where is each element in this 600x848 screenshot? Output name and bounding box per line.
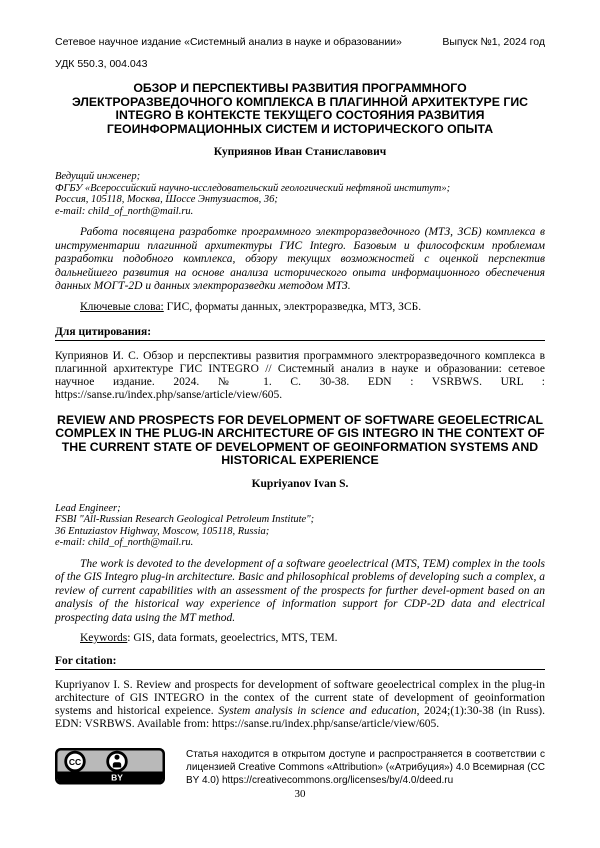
affiliation-en [55,503,545,549]
article-title-ru [55,82,545,136]
keywords-ru [55,301,545,314]
title-line: INTEGRO В КОНТЕКСТЕ ТЕКУЩЕГО СОСТОЯНИЯ РАЗВИТИЯ [115,108,485,122]
page-number: 30 [294,788,306,800]
affiliation-line: ФГБУ «Всероссийский научно-исследовательский геологический нефтяной институт»; [55,182,451,194]
title-line: THE CURRENT STATE OF DEVELOPMENT OF GEOINFORMATION SYSTEMS AND [61,439,539,454]
affiliation-ru [55,171,545,217]
udk-label: УДК 550.3, 004.043 [55,58,148,70]
journal-title: Сетевое научное издание «Системный анализ в науке и образовании» [55,36,402,48]
affiliation-line: Lead Engineer; [55,502,121,514]
affiliation-line: FSBI "All-Russian Research Geological Petroleum Institute"; [55,514,315,525]
citation-heading-ru: Для цитирования: [55,326,545,341]
title-line: ГЕОИНФОРМАЦИОННЫХ СИСТЕМ И ИСТОРИЧЕСКОГО ОПЫТА [106,121,494,136]
title-line: COMPLEX IN THE PLUG-IN ARCHITECTURE OF GIS INTEGRO IN THE CONTEXT OF [55,426,545,440]
keywords-label-en: Keywords [80,632,128,644]
svg-text:CC: CC [68,757,82,767]
title-line: ОБЗОР И ПЕРСПЕКТИВЫ РАЗВИТИЯ ПРОГРАММНОГО [133,81,467,95]
citation-en-journal: System analysis in science and education [218,705,417,717]
footer [55,748,545,790]
issue-label: Выпуск №1, 2024 год [442,36,545,48]
citation-en [55,679,545,731]
title-line: REVIEW AND PROSPECTS FOR DEVELOPMENT OF SOFTWARE GEOELECTRICAL [57,412,543,427]
article-title-en [55,414,545,468]
journal-header [55,36,545,48]
by-label: BY [111,772,123,783]
attribution-person-icon [108,752,127,771]
cc-by-badge-graphic [55,748,165,785]
cc-icon [66,752,85,771]
citation-heading-en: For citation: [55,655,545,670]
keywords-value-en: : GIS, data formats, geoelectrics, MTS, TEM. [127,632,338,644]
abstract-ru: Работа посвящена разработке программного электроразведочного (МТЗ, ЗСБ) комплекса в инструментарии плагинной архитектуры ГИС Integro. Базовым и философским проблемам разработки подобного комплекса, обзору текущих возможностей с оценкой перспектив дальнейшего развития на основе анализа исторического опыта информационного обеспечения данных МОГТ-2D и данных электроразведки методом МТЗ. [55,226,545,292]
citation-en-tail: , 2024;(1):30-38 (in Russ). EDN: VSRBWS. Available from: https://sanse.ru/index.php/sanse/article/view/605. [55,705,545,730]
title-line: HISTORICAL EXPERIENCE [221,453,379,467]
title-line: ЭЛЕКТРОРАЗВЕДОЧНОГО КОМПЛЕКСА В ПЛАГИННОЙ АРХИТЕКТУРЕ ГИС [71,94,529,109]
abstract-en: The work is devoted to the development of a software geoelectrical (MTS, TEM) complex in the tools of the GIS Integro plug-in architecture. Basic and philosophical problems of developing such a complex, a review of current capabilities with an assessment of the prospects for further devel-opment based on an analysis of the historical way experience of information support for CDP-2D data and electrical prospecting data using the MT method. [55,557,545,624]
license-text: Статья находится в открытом доступе и распространяется в соответствии с лицензией Creative Commons «Attribution» («Атрибуция») 4.0 Всемирная (CC BY 4.0) https://creativecommons.org/licenses/by/4.0/deed.ru [186,749,545,786]
citation-en-text: Kupriyanov I. S. Review and prospects for development of software geoelectrical complex in the plug-in architecture of GIS INTEGRO in the contex of the current state of development of geoinformation systems and historical expeience. [55,679,545,717]
citation-ru: Куприянов И. С. Обзор и перспективы развития программного электроразведочного комплекса в плагинной архитектуре ГИС INTEGRO // Системный анализ в науке и образовании: сетевое научное издание. 2024. № 1. С. 30-38. EDN : VSRBWS. URL : https://sanse.ru/index.php/sanse/article/view/605. [55,349,545,401]
keywords-en [55,632,545,645]
affiliation-line: Россия, 105118, Москва, Шоссе Энтузиастов, 36; [55,194,278,205]
affiliation-line: e-mail: child_of_north@mail.ru. [55,537,194,548]
author-ru: Куприянов Иван Станиславович [213,146,387,158]
cc-by-badge [55,748,165,790]
keywords-value-ru: ГИС, форматы данных, электроразведка, МТЗ, ЗСБ. [163,300,422,313]
affiliation-line: 36 Entuziastov Highway, Moscow, 105118, Russia; [55,525,270,537]
affiliation-line: Ведущий инженер; [55,171,141,182]
author-en: Kupriyanov Ivan S. [251,477,349,490]
affiliation-line: e-mail: child_of_north@mail.ru. [55,205,194,217]
keywords-label-ru: Ключевые слова: [80,300,164,313]
